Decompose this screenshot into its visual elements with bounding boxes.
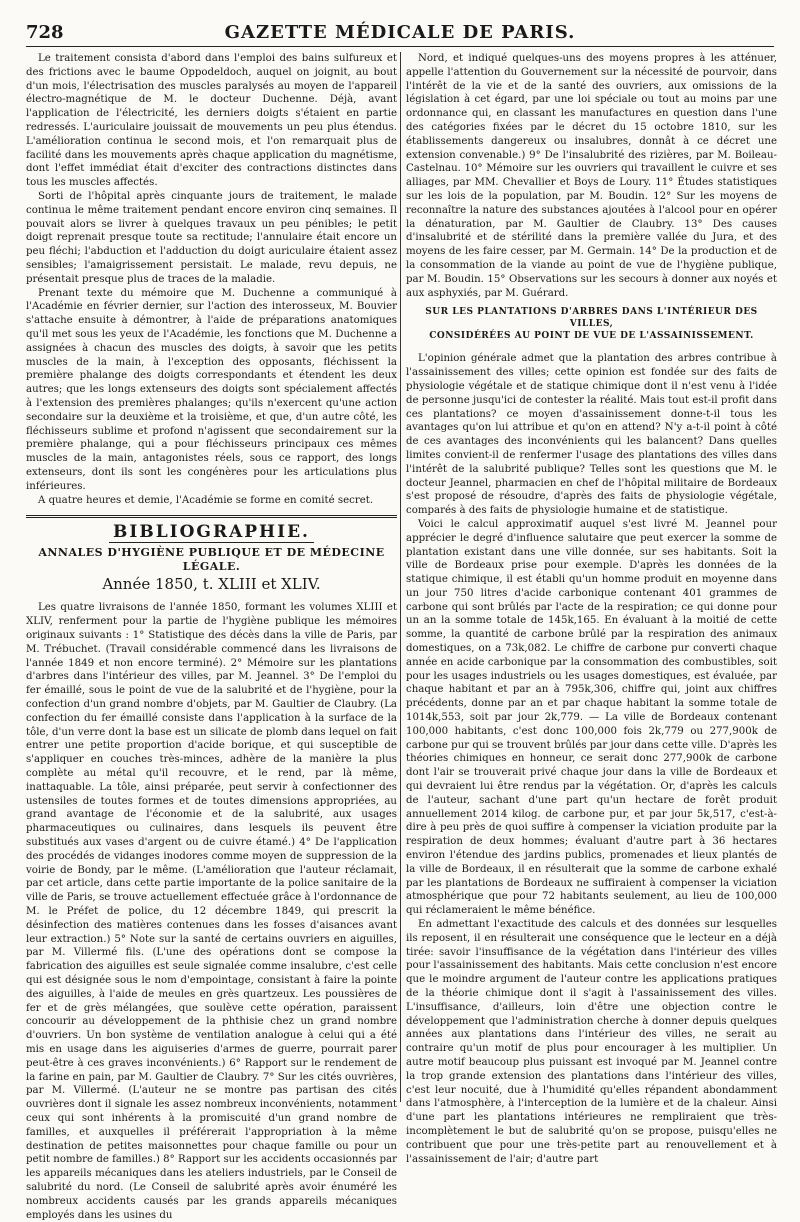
paragraph: Sorti de l'hôpital après cinquante jours de traitement, le malade continua le même traitement pendant encore environ cinq semaines. Il pouvait alors se livrer à quelques travaux un peu pénibles; le petit doigt reprenait presque toute sa rectitude; l'annulaire était encore un peu fléchi; l'abduction et l'adduction du doigt auriculaire étaient assez sensibles; l'amaigrissement persistait. Le malade, revu depuis, ne présentait presque plus de traces de la maladie. (26, 190, 397, 285)
paragraph: En admettant l'exactitude des calculs et des données sur lesquelles ils reposent, il en résulterait une conséquence que le lecteur en a déjà tirée: savoir l'insuffisance de la végétation dans l'intérieur des villes pour l'assainissement des habitants. Mais cette conclusion n'est encore que le moindre argument de l'auteur contre les applications pratiques de la théorie chimique dont il s'agit à l'assainissement des villes. L'insuffisance, d'ailleurs, loin d'être une objection contre le développement que l'administration cherche à donner depuis quelques années aux plantations dans l'intérieur des villes, ne serait au contraire qu'un motif de plus pour encourager à les multiplier. Un autre motif beaucoup plus puissant est invoqué par M. Jeannel contre la trop grande extension des plantations dans l'intérieur des villes, c'est leur nocuité, due à l'humidité qu'elles répandent abondamment dans l'atmosphère, à l'interception de la lumière et de la chaleur. Ainsi d'une part les plantations intérieures ne rempliraient que très-incomplètement le but de salubrité qu'on se propose, puisqu'elles ne contribuent que pour une très-petite part au renouvellement et à l'assainissement de l'air; d'autre part (406, 919, 777, 1165)
right-column (406, 52, 777, 1165)
left-column (26, 52, 397, 1221)
bibliographie-title: BIBLIOGRAPHIE. (109, 522, 314, 543)
paragraph: Prenant texte du mémoire que M. Duchenne a communiqué à l'Académie en février dernier, sur l'action des interosseux, M. Bouvier s'attache ensuite à démontrer, à l'aide de préparations anatomiques qu'il met sous les yeux de l'Académie, les fonctions que M. Duchenne a assignées à chacun des muscles des doigts, à savoir que les petits muscles de la main, à l'exception des opposants, fléchissent la première phalange des doigts correspondants et étendent les deux autres; que les longs extenseurs des doigts sont spécialement affectés à l'extension des premières phalanges; qu'ils n'exercent qu'une action secondaire sur la deuxième et la troisième, et que, d'un autre côté, les fléchisseurs sublime et profond n'agissent que secondairement sur la première phalange, qui a pour fléchisseurs principaux ces mêmes muscles de la main, antagonistes réels, sous ce rapport, des longs extenseurs, dont ils sont les congénères pour les articulations plus inférieures. (26, 287, 397, 492)
column-divider (400, 52, 401, 1102)
article-title (406, 306, 777, 342)
page-header (26, 16, 774, 47)
paragraph: Nord, et indiqué quelques-uns des moyens propres à les atténuer, appelle l'attention du Gouvernement sur la nécessité de pourvoir, dans l'intérêt de la vie et de la santé des ouvriers, aux omissions de la législation à cet égard, par une loi spéciale ou tout au moins par une ordonnance qui, en classant les manufactures en question dans l'une des catégories fixées par le décret du 15 octobre 1810, sur les établissements dangereux ou insalubres, donnât à ce décret une extension convenable.) 9° De l'insalubrité des rizières, par M. Boileau-Castelnau. 10° Mémoire sur les ouvriers qui travaillent le cuivre et ses alliages, par MM. Chevallier et Boys de Loury. 11° Études statistiques sur les lois de la population, par M. Boudin. 12° Sur les moyens de reconnaître la nature des substances ajoutées à l'alcool pour en opérer la dénaturation, par M. Gaultier de Claubry. 13° Des causes d'insalubrité et de stérilité dans la première vallée du Jura, et des moyens de les faire cesser, par M. Germain. 14° De la production et de la consommation de la viande au point de vue de l'hygiène publique, par M. Boudin. 15° Observations sur les secours à donner aux noyés et aux asphyxiés, par M. Guérard. (406, 53, 777, 299)
paragraph: A quatre heures et demie, l'Académie se forme en comité secret. (38, 494, 374, 506)
section-heading (26, 522, 397, 543)
section-divider (26, 515, 397, 518)
article-title-line: SUR LES PLANTATIONS D'ARBRES DANS L'INTÉRIEUR DES VILLES, (425, 307, 758, 330)
volume-title: Année 1850, t. XLIII et XLIV. (102, 574, 321, 593)
page-number: 728 (26, 22, 64, 43)
running-title: GAZETTE MÉDICALE DE PARIS. (224, 22, 576, 43)
article-title-line: CONSIDÉRÉES AU POINT DE VUE DE L'ASSAINISSEMENT. (429, 331, 754, 342)
paragraph: Les quatre livraisons de l'année 1850, formant les volumes XLIII et XLIV, renferment pour la partie de l'hygiène publique les mémoires originaux suivants : 1° Statistique des décès dans la ville de Paris, par M. Trébuchet. (Travail considérable commencé dans les livraisons de l'année 1849 et non encore terminé). 2° Mémoire sur les plantations d'arbres dans l'intérieur des villes, par M. Jeannel. 3° De l'emploi du fer émaillé, sous le point de vue de la salubrité et de l'hygiène, pour la confection d'un grand nombre d'objets, par M. Gaultier de Claubry. (La confection du fer émaillé consiste dans l'application à la surface de la tôle, d'un verre dont la base est un silicate de plomb dans lequel on fait entrer une petite proportion d'acide borique, et qui susceptible de s'appliquer en couches très-minces, adhère de la manière la plus complète au métal qu'il recouvre, et le rend, par là même, inattaquable. La tôle, ainsi préparée, peut servir à confectionner des ustensiles de toutes formes et de toutes dimensions appropriées, au grand avantage de l'économie et de la salubrité, aux usages pharmaceutiques ou culinaires, dans lesquels ils peuvent être substitués aux vases d'argent ou de cuivre étamé.) 4° De l'application des procédés de vidanges inodores comme moyen de suppression de la voirie de Bondy, par le même. (L'amélioration que l'auteur réclamait, par cet article, dans cette partie importante de la police sanitaire de la ville de Paris, se trouve actuellement effectuée grâce à l'ordonnance de M. le Préfet de police, du 12 décembre 1849, qui prescrit la désinfection des matières contenues dans les fosses d'aisances avant leur extraction.) 5° Note sur la santé de certains ouvriers en aiguilles, par M. Villermé fils. (L'une des opérations dont se compose la fabrication des aiguilles est seule signalée comme insalubre, c'est celle qui est désignée sous le nom d'empointage, consistant à faire la pointe des aiguilles, à l'aide de meules en grès quartzeux. Les poussières de fer et de grès mélangées, que soulève cette opération, paraissent concourir au développement de la phthisie chez un grand nombre d'ouvriers. Un bon système de ventilation analogue à celui qui a été mis en usage dans les aiguiseries d'armes de guerre, pourrait parer peut-être à ces graves inconvénients.) 6° Rapport sur le rendement de la farine en pain, par M. Gaultier de Claubry. 7° Sur les cités ouvrières, par M. Villermé. (L'auteur ne se montre pas partisan des cités ouvrières dont il signale les assez nombreux inconvénients, notamment ceux qui sont inhérents à la promiscuité d'un grand nombre de familles, et auxquelles il préférerait l'appropriation à la même destination de petites maisonnettes pour chaque famille ou pour un petit nombre de familles.) 8° Rapport sur les accidents occasionnés par les appareils mécaniques dans les ateliers industriels, par le Conseil de salubrité du nord. (Le Conseil de salubrité après avoir énuméré les nombreux accidents causés par les grands appareils mécaniques employés dans les usines du (26, 602, 397, 1221)
paragraph: Voici le calcul approximatif auquel s'est livré M. Jeannel pour apprécier le degré d'influence salutaire que peut exercer la somme de plantation existant dans une ville donnée, sur ses habitants. Soit la ville de Bordeaux prise pour exemple. D'après les données de la statique chimique, il est établi qu'un homme produit en moyenne dans un jour 750 litres d'acide carbonique contenant 401 grammes de carbone qui sont brûlés par l'acte de la respiration; ce qui donne pour un an la somme totale de 145k,165. En évaluant à la moitié de cette somme, la quantité de carbone brûlé par la respiration des animaux domestiques, on a 73k,082. Le chiffre de carbone pur converti chaque année en acide carbonique par la consommation des combustibles, soit pour les usages industriels ou les usages domestiques, est évaluée, par chaque habitant et par an à 795k,306, chiffre qui, joint aux chiffres précédents, donne par an et par chaque habitant la somme totale de 1014k,553, soit par jour 2k,779. — La ville de Bordeaux contenant 100,000 habitants, c'est donc 100,000 fois 2k,779 ou 277,900k de carbone pur qui se trouvent brûlés par jour dans cette ville. D'après les théories chimiques en honneur, ce serait donc 277,900k de carbone dont l'air se trouverait privé chaque jour dans la ville de Bordeaux et qui devraient lui être rendus par la végétation. Or, d'après les calculs de l'auteur, sachant d'une part qu'un hectare de forêt produit annuellement 2014 kilog. de carbone pur, et par jour 5k,517, c'est-à-dire à peu près de quoi suffire à compenser la viciation produite par la respiration de deux hommes; évaluant d'autre part à 36 hectares environ l'étendue des jardins publics, promenades et lieux plantés de la ville de Bordeaux, il en résulterait que la somme de carbone exhalé par les plantations de Bordeaux ne suffiraient à compenser la viciation atmosphérique que pour 72 habitants seulement, au lieu de 100,000 qui réclameraient le même bénéfice. (406, 518, 777, 917)
paragraph: L'opinion générale admet que la plantation des arbres contribue à l'assainissement des villes; cette opinion est fondée sur des faits de physiologie végétale et de statique chimique dont il n'est venu à l'idée de personne jusqu'ici de contester la réalité. Mais tout est-il profit dans ces plantations? ce moyen d'assainissement donne-t-il tous les avantages qu'on lui attribue et qu'on en attend? N'y a-t-il point à côté de ces avantages des inconvénients qui les balancent? Dans quelles limites convient-il de renfermer l'usage des plantations des villes dans l'intérêt de la salubrité publique? Telles sont les questions que M. le docteur Jeannel, pharmacien en chef de l'hôpital militaire de Bordeaux s'est proposé de résoudre, d'après des faits de physiologie végétale, comparés à des faits de physiologie humaine et de statistique. (406, 353, 777, 517)
paragraph: Le traitement consista d'abord dans l'emploi des bains sulfureux et des frictions avec le baume Oppodeldoch, auquel on joignit, au bout d'un mois, l'électrisation des muscles paralysés au moyen de l'appareil électro-magnétique de M. le docteur Duchenne. Déjà, avant l'application de l'électricité, les derniers doigts s'étaient en partie redressés. L'auriculaire jouissait de mouvements un peu plus étendus. L'amélioration continua le second mois, et l'on remarquait plus de facilité dans les mouvements après chaque application du magnétisme, dont l'effet immédiat était d'exciter des contractions distinctes dans tous les muscles affectés. (26, 53, 397, 189)
journal-title: ANNALES D'HYGIÈNE PUBLIQUE ET DE MÉDECINE LÉGALE. (38, 546, 385, 573)
